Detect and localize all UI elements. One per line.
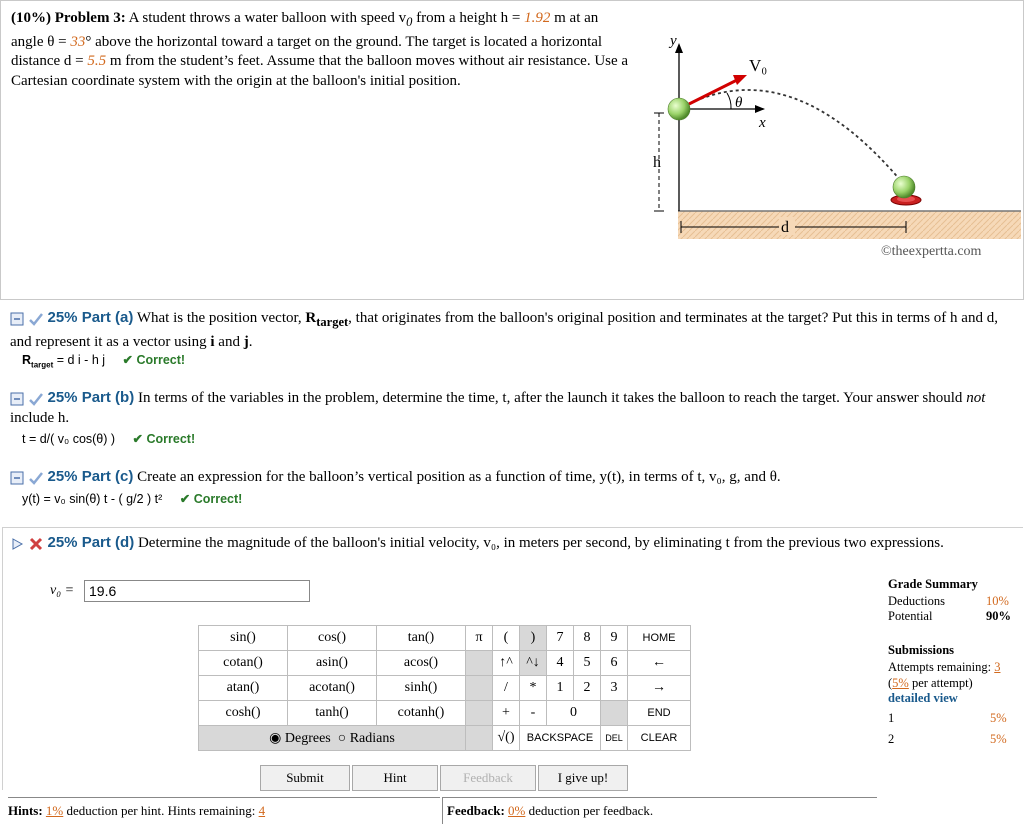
feedback-pct: 0% — [508, 803, 526, 818]
problem-text-c: m at an angle θ = — [11, 10, 599, 50]
collapse-icon[interactable] — [10, 471, 24, 485]
detailed-view-link[interactable]: detailed view — [888, 691, 958, 705]
part-b-status: ✔ Correct! — [132, 432, 196, 446]
feedback-text: deduction per feedback. — [525, 803, 654, 818]
key-divide[interactable]: / — [493, 676, 520, 701]
checkmark-icon — [28, 392, 44, 406]
and-text: and — [214, 333, 244, 350]
attempts-remaining — [888, 660, 1000, 675]
problem-label: Problem 3: — [54, 10, 126, 26]
key-acos[interactable]: acos() — [377, 651, 466, 676]
key-9[interactable]: 9 — [601, 626, 628, 651]
play-icon[interactable] — [10, 537, 24, 551]
grade-summary-title: Grade Summary — [888, 577, 978, 591]
radians-label: Radians — [349, 730, 395, 746]
problem-text-e: m from the student’s feet. Assume that the balloon moves without air resistance. Use a Cartesian coordinate system with the origin at the balloon's initial position. — [11, 53, 629, 89]
key-left-arrow[interactable]: ← — [628, 651, 691, 676]
key-8[interactable]: 8 — [574, 626, 601, 651]
deductions-value: 10% — [986, 594, 1009, 608]
key-blank — [601, 701, 628, 726]
hints-label: Hints: — [8, 803, 43, 818]
collapse-icon[interactable] — [10, 392, 24, 406]
key-home[interactable]: HOME — [628, 626, 691, 651]
key-clear[interactable]: CLEAR — [628, 726, 691, 751]
key-power-down[interactable]: ^↓ — [520, 651, 547, 676]
attempts-value: 3 — [994, 660, 1001, 674]
h-value: 1.92 — [524, 10, 551, 26]
degrees-radio[interactable]: ◉ Degrees — [269, 730, 331, 746]
part-b-header: 25% Part (b) — [47, 389, 135, 406]
part-a — [10, 308, 1010, 352]
part-d — [10, 533, 1010, 554]
hints-remaining: 4 — [258, 803, 266, 818]
part-b-emph: not — [966, 390, 986, 406]
part-a-question-1: What is the position vector, — [133, 310, 306, 326]
theta-value: 33 — [70, 33, 86, 50]
per-attempt-label: per attempt) — [908, 676, 973, 690]
key-end[interactable]: END — [628, 701, 691, 726]
part-c-status: ✔ Correct! — [179, 492, 243, 506]
watermark: ©theexpertta.com — [881, 244, 982, 259]
key-cosh[interactable]: cosh() — [199, 701, 288, 726]
r-bold: R — [305, 310, 317, 326]
problem-text: (10%) Problem 3: A student throws a water balloon with speed $v_0$ from a height h = 1.92 m at an angle θ = 33° above the horizontal toward a target on the ground. The target is located a horizontal distance d = 5.5 m from the student’s feet. Assume that the balloon moves without air resistance. Use a Cartesian coordinate system with the origin at the balloon's initial position. — [11, 10, 629, 89]
status-b-text: Correct! — [146, 432, 196, 446]
per-attempt: (5% per attempt) — [888, 676, 973, 690]
d-label: d — [781, 219, 789, 236]
h-label: h — [653, 154, 661, 171]
key-0[interactable]: 0 — [547, 701, 601, 726]
key-multiply[interactable]: * — [520, 676, 547, 701]
v0-label: V₀ — [749, 56, 768, 75]
hint-button[interactable]: Hint — [352, 765, 438, 791]
part-b-answer — [22, 431, 195, 446]
feedback-button[interactable]: Feedback — [440, 765, 536, 791]
key-5[interactable]: 5 — [574, 651, 601, 676]
answer-b-value: t = d/( v₀ cos(θ) ) — [22, 432, 116, 446]
potential-label: Potential — [888, 609, 933, 623]
part-c-answer — [22, 491, 242, 506]
projectile-diagram — [641, 27, 1021, 267]
key-del[interactable]: DEL — [601, 726, 628, 751]
submit-button[interactable]: Submit — [260, 765, 350, 791]
key-2[interactable]: 2 — [574, 676, 601, 701]
potential-value: 90% — [986, 609, 1011, 623]
key-close-paren[interactable]: ) — [520, 626, 547, 651]
hints-pct: 1% — [45, 803, 64, 818]
collapse-icon[interactable] — [10, 312, 24, 326]
key-cotanh[interactable]: cotanh() — [377, 701, 466, 726]
part-c — [10, 467, 1010, 488]
key-7[interactable]: 7 — [547, 626, 574, 651]
period: . — [248, 333, 253, 350]
problem-text-b: from a height h = — [412, 10, 525, 26]
key-sinh[interactable]: sinh() — [377, 676, 466, 701]
r-sub: target — [316, 315, 349, 329]
checkmark-icon — [28, 471, 44, 485]
key-6[interactable]: 6 — [601, 651, 628, 676]
key-right-arrow[interactable]: → — [628, 676, 691, 701]
y-axis-label: y — [670, 33, 677, 49]
key-sqrt[interactable]: √() — [493, 726, 520, 751]
attempts-label: Attempts remaining: — [888, 660, 995, 674]
key-blank — [466, 676, 493, 701]
part-b-question: In terms of the variables in the problem, determine the time, t, after the launch it takes the balloon to reach the target. Your answer should — [134, 390, 967, 406]
answer-input[interactable] — [84, 580, 310, 602]
vo-label: v₀ = — [50, 583, 75, 598]
balloon-end — [893, 176, 915, 198]
give-up-button[interactable]: I give up! — [538, 765, 628, 791]
key-asin[interactable]: asin() — [288, 651, 377, 676]
key-cotan[interactable]: cotan() — [199, 651, 288, 676]
theta-label: θ — [735, 95, 743, 111]
problem-percent: (10%) — [11, 10, 51, 26]
deductions-label: Deductions — [888, 594, 945, 608]
trajectory — [679, 90, 906, 187]
key-3[interactable]: 3 — [601, 676, 628, 701]
key-blank — [466, 701, 493, 726]
key-pi[interactable]: π — [466, 626, 493, 651]
angle-mode — [199, 726, 466, 751]
key-backspace[interactable]: BACKSPACE — [520, 726, 601, 751]
key-acotan[interactable]: acotan() — [288, 676, 377, 701]
key-atan[interactable]: atan() — [199, 676, 288, 701]
part-c-question: Create an expression for the balloon’s vertical position as a function of time, y(t), in terms of t, v₀, g, and θ. — [133, 469, 781, 485]
status-c-text: Correct! — [193, 492, 243, 506]
key-4[interactable]: 4 — [547, 651, 574, 676]
problem-text-d: ° above the horizontal toward a target on the ground. The target is located a horizontal distance d = — [11, 33, 603, 69]
hints-text: deduction per hint. Hints remaining: — [63, 803, 259, 818]
answer-a-lhs: R — [22, 353, 32, 367]
feedback-label: Feedback: — [447, 803, 505, 818]
submission-value-1: 5% — [990, 711, 1007, 725]
key-tanh[interactable]: tanh() — [288, 701, 377, 726]
status-a-text: Correct! — [136, 353, 186, 367]
key-cos[interactable]: cos() — [288, 626, 377, 651]
key-power-up[interactable]: ↑^ — [493, 651, 520, 676]
key-blank — [466, 726, 493, 751]
key-open-paren[interactable]: ( — [493, 626, 520, 651]
answer-c-value: y(t) = v₀ sin(θ) t - ( g/2 ) t² — [22, 492, 163, 506]
key-blank — [466, 651, 493, 676]
answer-d-row — [50, 583, 74, 599]
part-b-question-2: include h. — [10, 409, 70, 426]
part-a-status: ✔ Correct! — [122, 353, 186, 367]
key-tan[interactable]: tan() — [377, 626, 466, 651]
problem-text-a: A student throws a water balloon with speed v — [128, 10, 407, 26]
submissions-title: Submissions — [888, 643, 955, 657]
x-icon — [28, 537, 44, 551]
part-a-question-2: , that originates from the balloon's original position and terminates at the target? Put this in terms of h and d, and represent it as a vector using — [10, 310, 998, 350]
part-d-question: Determine the magnitude of the balloon's initial velocity, v₀, in meters per second, by eliminating t from the previous two expressions. — [134, 535, 944, 551]
key-minus[interactable]: - — [520, 701, 547, 726]
part-a-header: 25% Part (a) — [47, 309, 134, 326]
submission-value-2: 5% — [990, 732, 1007, 746]
hints-bar — [8, 797, 440, 824]
answer-a-value: = d i - h j — [53, 353, 106, 367]
submission-row-2: 2 — [888, 732, 895, 746]
per-attempt-pct: 5% — [892, 676, 909, 690]
x-axis-label: x — [759, 115, 766, 131]
key-1[interactable]: 1 — [547, 676, 574, 701]
feedback-bar — [442, 797, 877, 824]
answer-a-sub: target — [31, 360, 54, 370]
key-sin[interactable]: sin() — [199, 626, 288, 651]
degrees-label: Degrees — [284, 730, 331, 746]
problem-panel — [0, 0, 1024, 300]
d-value: 5.5 — [87, 53, 107, 69]
key-plus[interactable]: + — [493, 701, 520, 726]
part-c-header: 25% Part (c) — [47, 468, 134, 485]
ground — [678, 211, 1021, 239]
checkmark-icon — [28, 312, 44, 326]
keypad — [198, 625, 691, 751]
balloon-start — [668, 98, 690, 120]
submission-row-1: 1 — [888, 711, 895, 725]
radians-radio[interactable]: ○ Radians — [337, 730, 395, 746]
unit-j: j — [243, 333, 249, 350]
unit-i: i — [210, 333, 215, 350]
part-d-header: 25% Part (d) — [47, 534, 135, 551]
part-a-answer — [22, 352, 185, 370]
part-b — [10, 388, 1010, 428]
